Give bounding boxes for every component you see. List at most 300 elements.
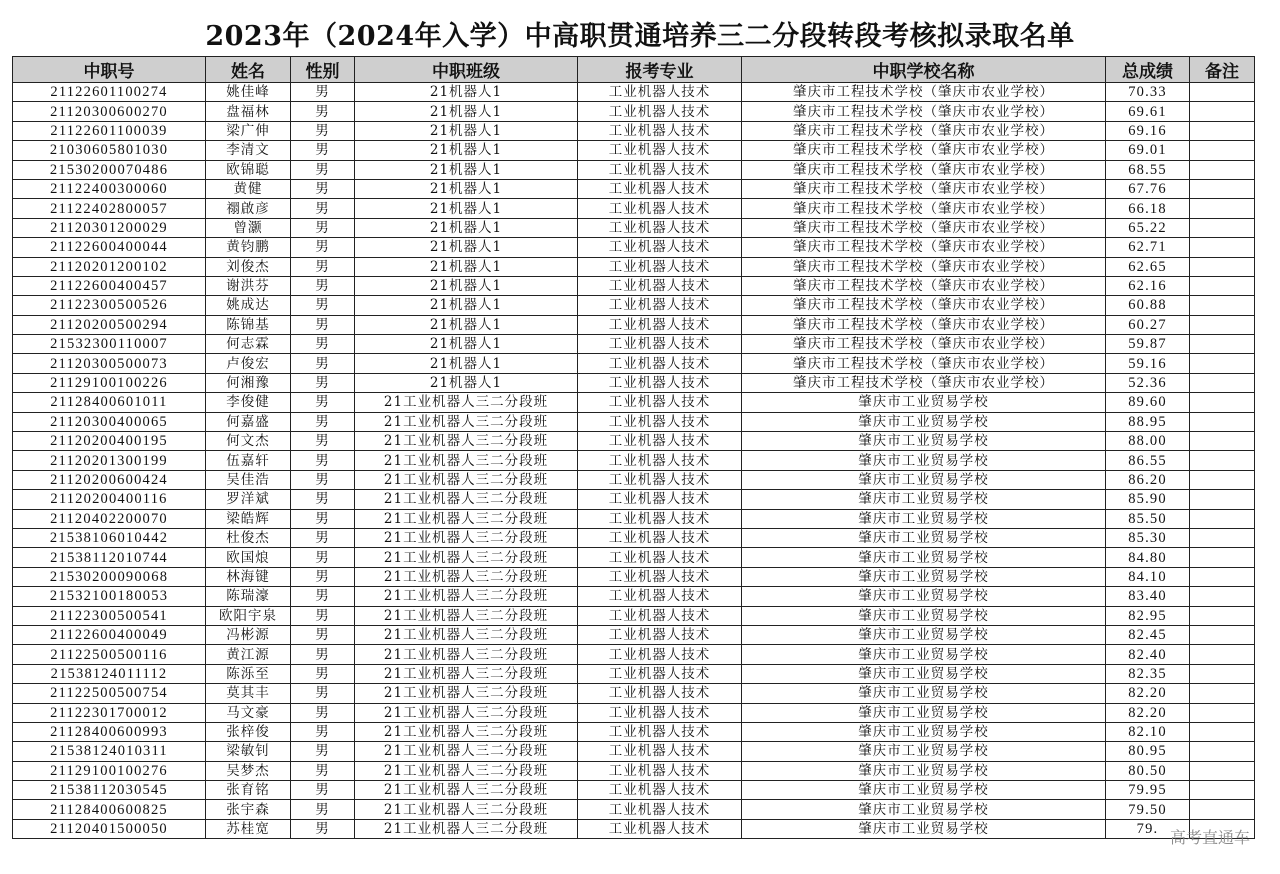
major-cell: 工业机器人技术 — [578, 432, 742, 451]
table-body — [13, 83, 1255, 839]
table-row — [13, 141, 1255, 160]
school-cell: 肇庆市工程技术学校（肇庆市农业学校） — [742, 179, 1106, 198]
gender-cell: 男 — [291, 528, 355, 547]
name-cell: 梁广伸 — [206, 121, 291, 140]
student-id-cell: 21030605801030 — [13, 141, 206, 160]
major-cell: 工业机器人技术 — [578, 742, 742, 761]
major-cell: 工业机器人技术 — [578, 354, 742, 373]
name-cell: 欧阳宇泉 — [206, 606, 291, 625]
remarks-cell — [1190, 703, 1255, 722]
table-row — [13, 296, 1255, 315]
student-id-cell: 21122601100274 — [13, 83, 206, 102]
remarks-cell — [1190, 606, 1255, 625]
major-cell: 工业机器人技术 — [578, 335, 742, 354]
name-cell: 黄江源 — [206, 645, 291, 664]
table-row — [13, 567, 1255, 586]
class-cell: 21机器人1 — [355, 102, 578, 121]
gender-cell: 男 — [291, 451, 355, 470]
student-id-cell: 21122600400457 — [13, 276, 206, 295]
school-cell: 肇庆市工程技术学校（肇庆市农业学校） — [742, 218, 1106, 237]
student-id-cell: 21120200500294 — [13, 315, 206, 334]
table-row — [13, 121, 1255, 140]
score-cell: 62.16 — [1106, 276, 1190, 295]
student-id-cell: 21538112010744 — [13, 548, 206, 567]
remarks-cell — [1190, 335, 1255, 354]
major-cell: 工业机器人技术 — [578, 257, 742, 276]
school-cell: 肇庆市工程技术学校（肇庆市农业学校） — [742, 373, 1106, 392]
table-row — [13, 761, 1255, 780]
gender-cell: 男 — [291, 412, 355, 431]
school-cell: 肇庆市工程技术学校（肇庆市农业学校） — [742, 141, 1106, 160]
column-header-class: 中职班级 — [355, 57, 578, 83]
school-cell: 肇庆市工业贸易学校 — [742, 800, 1106, 819]
student-id-cell: 21120200400195 — [13, 432, 206, 451]
gender-cell: 男 — [291, 393, 355, 412]
student-id-cell: 21120301200029 — [13, 218, 206, 237]
name-cell: 陈瑞濠 — [206, 587, 291, 606]
score-cell: 88.95 — [1106, 412, 1190, 431]
student-id-cell: 21538106010442 — [13, 528, 206, 547]
name-cell: 李清文 — [206, 141, 291, 160]
table-row — [13, 645, 1255, 664]
name-cell: 姚佳峰 — [206, 83, 291, 102]
school-cell: 肇庆市工业贸易学校 — [742, 412, 1106, 431]
score-cell: 86.55 — [1106, 451, 1190, 470]
score-cell: 69.61 — [1106, 102, 1190, 121]
major-cell: 工业机器人技术 — [578, 625, 742, 644]
table-row — [13, 218, 1255, 237]
name-cell: 吴佳浩 — [206, 470, 291, 489]
score-cell: 82.20 — [1106, 684, 1190, 703]
school-cell: 肇庆市工业贸易学校 — [742, 490, 1106, 509]
student-id-cell: 21532100180053 — [13, 587, 206, 606]
score-cell: 66.18 — [1106, 199, 1190, 218]
remarks-cell — [1190, 645, 1255, 664]
school-cell: 肇庆市工程技术学校（肇庆市农业学校） — [742, 257, 1106, 276]
gender-cell: 男 — [291, 218, 355, 237]
table-row — [13, 276, 1255, 295]
page-title: 2023年（2024年入学）中高职贯通培养三二分段转段考核拟录取名单 — [205, 21, 1075, 52]
major-cell: 工业机器人技术 — [578, 664, 742, 683]
school-cell: 肇庆市工业贸易学校 — [742, 664, 1106, 683]
watermark: 高考直通车 — [1169, 828, 1250, 847]
class-cell: 21机器人1 — [355, 276, 578, 295]
class-cell: 21工业机器人三二分段班 — [355, 664, 578, 683]
remarks-cell — [1190, 664, 1255, 683]
column-header-major: 报考专业 — [578, 57, 742, 83]
school-cell: 肇庆市工程技术学校（肇庆市农业学校） — [742, 315, 1106, 334]
major-cell: 工业机器人技术 — [578, 703, 742, 722]
score-cell: 82.45 — [1106, 625, 1190, 644]
remarks-cell — [1190, 722, 1255, 741]
score-cell: 65.22 — [1106, 218, 1190, 237]
gender-cell: 男 — [291, 179, 355, 198]
school-cell: 肇庆市工程技术学校（肇庆市农业学校） — [742, 83, 1106, 102]
class-cell: 21机器人1 — [355, 257, 578, 276]
name-cell: 何志霖 — [206, 335, 291, 354]
student-id-cell: 21120200400116 — [13, 490, 206, 509]
class-cell: 21工业机器人三二分段班 — [355, 684, 578, 703]
student-id-cell: 21532300110007 — [13, 335, 206, 354]
score-cell: 67.76 — [1106, 179, 1190, 198]
school-cell: 肇庆市工业贸易学校 — [742, 781, 1106, 800]
score-cell: 88.00 — [1106, 432, 1190, 451]
school-cell: 肇庆市工程技术学校（肇庆市农业学校） — [742, 199, 1106, 218]
major-cell: 工业机器人技术 — [578, 761, 742, 780]
school-cell: 肇庆市工业贸易学校 — [742, 722, 1106, 741]
class-cell: 21机器人1 — [355, 335, 578, 354]
remarks-cell — [1190, 373, 1255, 392]
student-id-cell: 21128400600993 — [13, 722, 206, 741]
gender-cell: 男 — [291, 121, 355, 140]
remarks-cell — [1190, 102, 1255, 121]
remarks-cell — [1190, 412, 1255, 431]
gender-cell: 男 — [291, 276, 355, 295]
remarks-cell — [1190, 141, 1255, 160]
table-row — [13, 373, 1255, 392]
major-cell: 工业机器人技术 — [578, 567, 742, 586]
major-cell: 工业机器人技术 — [578, 548, 742, 567]
score-cell: 60.27 — [1106, 315, 1190, 334]
class-cell: 21工业机器人三二分段班 — [355, 781, 578, 800]
gender-cell: 男 — [291, 490, 355, 509]
score-cell: 85.90 — [1106, 490, 1190, 509]
name-cell: 梁皓辉 — [206, 509, 291, 528]
name-cell: 张宇森 — [206, 800, 291, 819]
student-id-cell: 21122402800057 — [13, 199, 206, 218]
remarks-cell — [1190, 625, 1255, 644]
score-cell: 69.01 — [1106, 141, 1190, 160]
name-cell: 何文杰 — [206, 432, 291, 451]
table-row — [13, 257, 1255, 276]
table-row — [13, 509, 1255, 528]
class-cell: 21机器人1 — [355, 238, 578, 257]
class-cell: 21机器人1 — [355, 121, 578, 140]
name-cell: 盘福林 — [206, 102, 291, 121]
gender-cell: 男 — [291, 509, 355, 528]
table-row — [13, 722, 1255, 741]
school-cell: 肇庆市工业贸易学校 — [742, 528, 1106, 547]
school-cell: 肇庆市工程技术学校（肇庆市农业学校） — [742, 102, 1106, 121]
name-cell: 张育铭 — [206, 781, 291, 800]
name-cell: 黄健 — [206, 179, 291, 198]
table-row — [13, 238, 1255, 257]
name-cell: 何嘉盛 — [206, 412, 291, 431]
remarks-cell — [1190, 218, 1255, 237]
class-cell: 21工业机器人三二分段班 — [355, 548, 578, 567]
gender-cell: 男 — [291, 102, 355, 121]
name-cell: 刘俊杰 — [206, 257, 291, 276]
class-cell: 21工业机器人三二分段班 — [355, 819, 578, 838]
class-cell: 21机器人1 — [355, 296, 578, 315]
class-cell: 21工业机器人三二分段班 — [355, 432, 578, 451]
remarks-cell — [1190, 800, 1255, 819]
gender-cell: 男 — [291, 296, 355, 315]
table-row — [13, 315, 1255, 334]
school-cell: 肇庆市工业贸易学校 — [742, 819, 1106, 838]
remarks-cell — [1190, 528, 1255, 547]
table-row — [13, 335, 1255, 354]
student-id-cell: 21120201300199 — [13, 451, 206, 470]
major-cell: 工业机器人技术 — [578, 296, 742, 315]
score-cell: 60.88 — [1106, 296, 1190, 315]
table-row — [13, 625, 1255, 644]
remarks-cell — [1190, 742, 1255, 761]
table-row — [13, 684, 1255, 703]
remarks-cell — [1190, 548, 1255, 567]
class-cell: 21工业机器人三二分段班 — [355, 645, 578, 664]
score-cell: 59.87 — [1106, 335, 1190, 354]
column-header-name: 姓名 — [206, 57, 291, 83]
student-id-cell: 21122600400049 — [13, 625, 206, 644]
school-cell: 肇庆市工业贸易学校 — [742, 548, 1106, 567]
major-cell: 工业机器人技术 — [578, 781, 742, 800]
gender-cell: 男 — [291, 199, 355, 218]
student-id-cell: 21122400300060 — [13, 179, 206, 198]
school-cell: 肇庆市工业贸易学校 — [742, 432, 1106, 451]
major-cell: 工业机器人技术 — [578, 179, 742, 198]
table-row — [13, 102, 1255, 121]
class-cell: 21机器人1 — [355, 160, 578, 179]
student-id-cell: 21120401500050 — [13, 819, 206, 838]
name-cell: 姚成达 — [206, 296, 291, 315]
remarks-cell — [1190, 276, 1255, 295]
gender-cell: 男 — [291, 335, 355, 354]
major-cell: 工业机器人技术 — [578, 315, 742, 334]
school-cell: 肇庆市工程技术学校（肇庆市农业学校） — [742, 121, 1106, 140]
table-row — [13, 819, 1255, 838]
class-cell: 21工业机器人三二分段班 — [355, 800, 578, 819]
major-cell: 工业机器人技术 — [578, 722, 742, 741]
class-cell: 21工业机器人三二分段班 — [355, 412, 578, 431]
table-row — [13, 587, 1255, 606]
table-row — [13, 354, 1255, 373]
class-cell: 21工业机器人三二分段班 — [355, 625, 578, 644]
major-cell: 工业机器人技术 — [578, 800, 742, 819]
major-cell: 工业机器人技术 — [578, 490, 742, 509]
remarks-cell — [1190, 160, 1255, 179]
column-header-total-score: 总成绩 — [1106, 57, 1190, 83]
class-cell: 21工业机器人三二分段班 — [355, 451, 578, 470]
remarks-cell — [1190, 83, 1255, 102]
gender-cell: 男 — [291, 315, 355, 334]
class-cell: 21工业机器人三二分段班 — [355, 703, 578, 722]
student-id-cell: 21120300500073 — [13, 354, 206, 373]
student-id-cell: 21122500500116 — [13, 645, 206, 664]
student-id-cell: 21530200090068 — [13, 567, 206, 586]
score-cell: 85.50 — [1106, 509, 1190, 528]
name-cell: 陈泺至 — [206, 664, 291, 683]
name-cell: 冯彬源 — [206, 625, 291, 644]
gender-cell: 男 — [291, 141, 355, 160]
school-cell: 肇庆市工业贸易学校 — [742, 742, 1106, 761]
remarks-cell — [1190, 179, 1255, 198]
major-cell: 工业机器人技术 — [578, 470, 742, 489]
score-cell: 82.35 — [1106, 664, 1190, 683]
major-cell: 工业机器人技术 — [578, 238, 742, 257]
score-cell: 84.10 — [1106, 567, 1190, 586]
remarks-cell — [1190, 121, 1255, 140]
remarks-cell — [1190, 761, 1255, 780]
table-row — [13, 781, 1255, 800]
remarks-cell — [1190, 354, 1255, 373]
column-header-gender: 性别 — [291, 57, 355, 83]
student-id-cell: 21128400600825 — [13, 800, 206, 819]
table-row — [13, 412, 1255, 431]
school-cell: 肇庆市工业贸易学校 — [742, 703, 1106, 722]
school-cell: 肇庆市工业贸易学校 — [742, 470, 1106, 489]
class-cell: 21机器人1 — [355, 354, 578, 373]
remarks-cell — [1190, 684, 1255, 703]
class-cell: 21工业机器人三二分段班 — [355, 509, 578, 528]
student-id-cell: 21120201200102 — [13, 257, 206, 276]
remarks-cell — [1190, 490, 1255, 509]
class-cell: 21工业机器人三二分段班 — [355, 722, 578, 741]
remarks-cell — [1190, 296, 1255, 315]
student-id-cell: 21129100100276 — [13, 761, 206, 780]
score-cell: 62.71 — [1106, 238, 1190, 257]
school-cell: 肇庆市工程技术学校（肇庆市农业学校） — [742, 354, 1106, 373]
name-cell: 欧国烺 — [206, 548, 291, 567]
name-cell: 莫其丰 — [206, 684, 291, 703]
student-id-cell: 21120200600424 — [13, 470, 206, 489]
column-header-school: 中职学校名称 — [742, 57, 1106, 83]
major-cell: 工业机器人技术 — [578, 509, 742, 528]
gender-cell: 男 — [291, 664, 355, 683]
class-cell: 21工业机器人三二分段班 — [355, 742, 578, 761]
gender-cell: 男 — [291, 567, 355, 586]
gender-cell: 男 — [291, 160, 355, 179]
table-row — [13, 664, 1255, 683]
gender-cell: 男 — [291, 819, 355, 838]
major-cell: 工业机器人技术 — [578, 83, 742, 102]
gender-cell: 男 — [291, 354, 355, 373]
table-row — [13, 393, 1255, 412]
table-row — [13, 703, 1255, 722]
class-cell: 21工业机器人三二分段班 — [355, 606, 578, 625]
major-cell: 工业机器人技术 — [578, 141, 742, 160]
gender-cell: 男 — [291, 257, 355, 276]
class-cell: 21机器人1 — [355, 141, 578, 160]
remarks-cell — [1190, 781, 1255, 800]
table-row — [13, 199, 1255, 218]
score-cell: 82.20 — [1106, 703, 1190, 722]
student-id-cell: 21538124010311 — [13, 742, 206, 761]
score-cell: 82.95 — [1106, 606, 1190, 625]
school-cell: 肇庆市工程技术学校（肇庆市农业学校） — [742, 160, 1106, 179]
major-cell: 工业机器人技术 — [578, 199, 742, 218]
school-cell: 肇庆市工业贸易学校 — [742, 606, 1106, 625]
name-cell: 罗洋斌 — [206, 490, 291, 509]
student-id-cell: 21538124011112 — [13, 664, 206, 683]
score-cell: 68.55 — [1106, 160, 1190, 179]
student-id-cell: 21129100100226 — [13, 373, 206, 392]
gender-cell: 男 — [291, 548, 355, 567]
school-cell: 肇庆市工业贸易学校 — [742, 567, 1106, 586]
score-cell: 82.10 — [1106, 722, 1190, 741]
class-cell: 21工业机器人三二分段班 — [355, 490, 578, 509]
column-header-student-id: 中职号 — [13, 57, 206, 83]
major-cell: 工业机器人技术 — [578, 684, 742, 703]
gender-cell: 男 — [291, 781, 355, 800]
major-cell: 工业机器人技术 — [578, 121, 742, 140]
name-cell: 杜俊杰 — [206, 528, 291, 547]
major-cell: 工业机器人技术 — [578, 451, 742, 470]
score-cell: 83.40 — [1106, 587, 1190, 606]
gender-cell: 男 — [291, 470, 355, 489]
table-row — [13, 432, 1255, 451]
student-id-cell: 21538112030545 — [13, 781, 206, 800]
class-cell: 21工业机器人三二分段班 — [355, 587, 578, 606]
gender-cell: 男 — [291, 645, 355, 664]
remarks-cell — [1190, 470, 1255, 489]
name-cell: 伍嘉轩 — [206, 451, 291, 470]
major-cell: 工业机器人技术 — [578, 160, 742, 179]
major-cell: 工业机器人技术 — [578, 528, 742, 547]
class-cell: 21机器人1 — [355, 83, 578, 102]
student-id-cell: 21128400601011 — [13, 393, 206, 412]
gender-cell: 男 — [291, 742, 355, 761]
score-cell: 70.33 — [1106, 83, 1190, 102]
name-cell: 何湘豫 — [206, 373, 291, 392]
school-cell: 肇庆市工业贸易学校 — [742, 645, 1106, 664]
class-cell: 21工业机器人三二分段班 — [355, 393, 578, 412]
class-cell: 21工业机器人三二分段班 — [355, 470, 578, 489]
class-cell: 21工业机器人三二分段班 — [355, 528, 578, 547]
table-row — [13, 470, 1255, 489]
score-cell: 86.20 — [1106, 470, 1190, 489]
remarks-cell — [1190, 451, 1255, 470]
table-row — [13, 742, 1255, 761]
name-cell: 曾灏 — [206, 218, 291, 237]
gender-cell: 男 — [291, 83, 355, 102]
student-id-cell: 21122601100039 — [13, 121, 206, 140]
score-cell: 82.40 — [1106, 645, 1190, 664]
student-id-cell: 21120402200070 — [13, 509, 206, 528]
table-row — [13, 490, 1255, 509]
name-cell: 苏桂宽 — [206, 819, 291, 838]
gender-cell: 男 — [291, 373, 355, 392]
name-cell: 欧锦聪 — [206, 160, 291, 179]
class-cell: 21工业机器人三二分段班 — [355, 567, 578, 586]
name-cell: 梁敏钊 — [206, 742, 291, 761]
name-cell: 黄钧鹏 — [206, 238, 291, 257]
major-cell: 工业机器人技术 — [578, 412, 742, 431]
school-cell: 肇庆市工程技术学校（肇庆市农业学校） — [742, 296, 1106, 315]
score-cell: 79.50 — [1106, 800, 1190, 819]
student-id-cell: 21122300500526 — [13, 296, 206, 315]
major-cell: 工业机器人技术 — [578, 102, 742, 121]
name-cell: 马文豪 — [206, 703, 291, 722]
score-cell: 84.80 — [1106, 548, 1190, 567]
name-cell: 张梓俊 — [206, 722, 291, 741]
gender-cell: 男 — [291, 684, 355, 703]
remarks-cell — [1190, 257, 1255, 276]
score-cell: 52.36 — [1106, 373, 1190, 392]
school-cell: 肇庆市工程技术学校（肇庆市农业学校） — [742, 238, 1106, 257]
student-id-cell: 21120300400065 — [13, 412, 206, 431]
remarks-cell — [1190, 238, 1255, 257]
name-cell: 李俊健 — [206, 393, 291, 412]
student-id-cell: 21122500500754 — [13, 684, 206, 703]
name-cell: 谢洪芬 — [206, 276, 291, 295]
score-cell: 85.30 — [1106, 528, 1190, 547]
school-cell: 肇庆市工业贸易学校 — [742, 587, 1106, 606]
major-cell: 工业机器人技术 — [578, 218, 742, 237]
name-cell: 陈锦基 — [206, 315, 291, 334]
remarks-cell — [1190, 393, 1255, 412]
name-cell: 吴梦杰 — [206, 761, 291, 780]
